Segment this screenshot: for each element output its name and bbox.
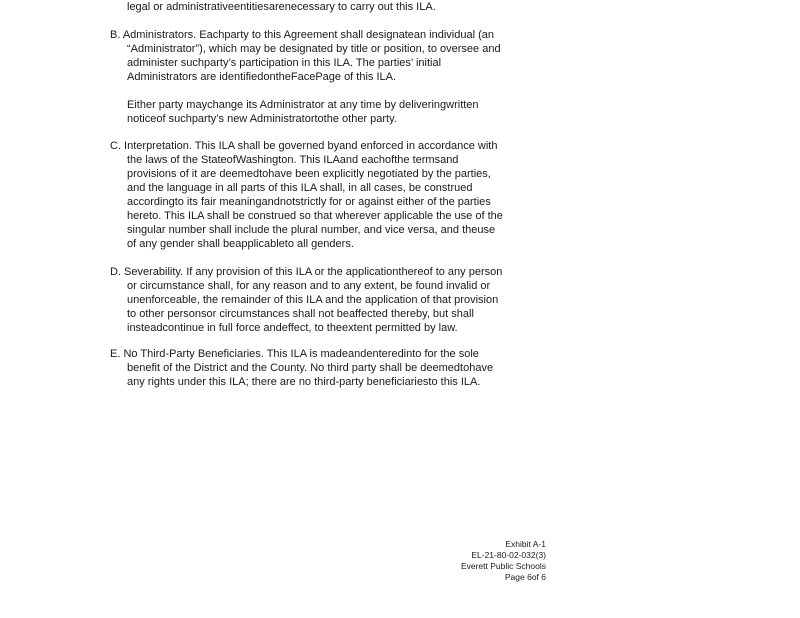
section-line: of any gender shall beapplicableto all genders. — [127, 238, 354, 250]
section-b-extra-paragraph — [110, 98, 565, 126]
section-line: the laws of the StateofWashington. This ILAand eachofthe termsand — [127, 154, 459, 166]
section-line: E. No Third-Party Beneficiaries. This ILA is madeandenteredinto for the sole — [110, 348, 479, 360]
section-line: any rights under this ILA; there are no third-party beneficiariesto this ILA. — [127, 376, 481, 388]
section-line: B. Administrators. Eachparty to this Agreement shall designatean individual (an — [110, 29, 494, 41]
section-line: benefit of the District and the County. No third party shall be deemedtohave — [127, 362, 494, 374]
section-line: D. Severability. If any provision of this ILA or the applicationthereof to any person — [110, 266, 503, 278]
section-b-administrators — [110, 28, 548, 84]
section-line: to other personsor circumstances shall not beaffected thereby, but shall — [127, 308, 474, 320]
section-line: and the language in all parts of this ILA shall, in all cases, be construed — [127, 182, 473, 194]
section-line: Either party maychange its Administrator at any time by deliveringwritten — [127, 99, 479, 111]
section-line: insteadcontinue in full force andeffect, to theextent permitted by law. — [127, 322, 458, 334]
section-c-interpretation — [110, 139, 548, 251]
section-line: unenforceable, the remainder of this ILA and the application of that provision — [127, 294, 499, 306]
section-e-no-third-party-beneficiaries — [110, 347, 548, 389]
section-line: C. Interpretation. This ILA shall be governed byand enforced in accordance with — [110, 140, 498, 152]
footer-page-number: Page 6of 6 — [504, 572, 546, 582]
section-line: provisions of it are deemedtohave been explicitly negotiated by the parties, — [127, 168, 491, 180]
section-line: hereto. This ILA shall be construed so that wherever applicable the use of the — [127, 210, 503, 222]
top-fragment-line: legal or administrativeentitiesarenecessary to carry out this ILA. — [127, 1, 436, 13]
footer-organization: Everett Public Schools — [460, 561, 546, 571]
footer-exhibit: Exhibit A-1 — [505, 539, 546, 549]
section-line: administer suchparty’s participation in this ILA. The parties’ initial — [127, 57, 442, 69]
section-line: accordingto its fair meaningandnotstrictly for or against either of the parties — [127, 196, 491, 208]
footer-code: EL-21-80-02-032(3) — [471, 550, 546, 560]
section-line: Administrators are identifiedontheFacePage of this ILA. — [127, 71, 397, 83]
section-d-severability — [110, 265, 548, 335]
section-line: noticeof suchparty’s new Administratortothe other party. — [127, 113, 397, 125]
page-footer — [400, 539, 546, 583]
section-line: “Administrator”), which may be designated by title or position, to oversee and — [127, 43, 501, 55]
section-line: singular number shall include the plural number, and vice versa, and theuse — [127, 224, 496, 236]
section-line: or circumstance shall, for any reason and to any extent, be found invalid or — [127, 280, 491, 292]
top-fragment — [110, 0, 565, 14]
